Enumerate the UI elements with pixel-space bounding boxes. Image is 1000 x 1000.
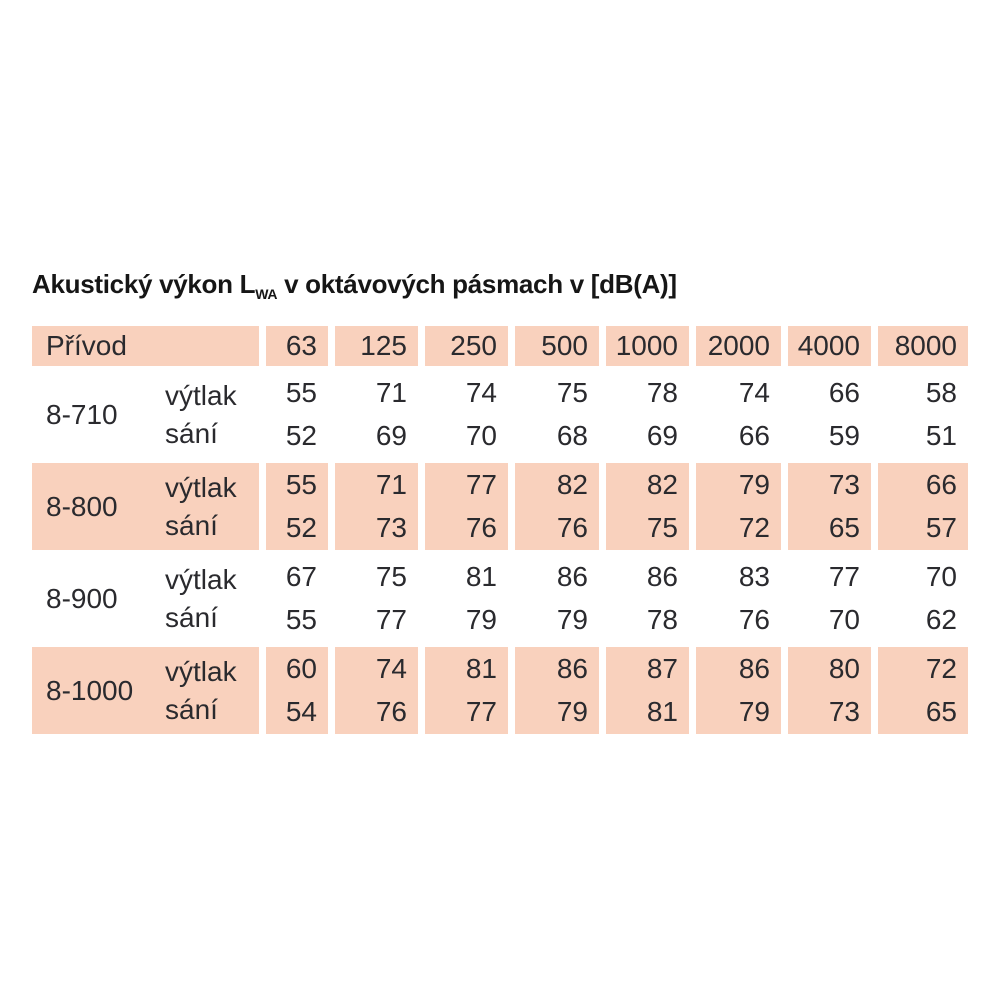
vytlak-value: 66 (925, 468, 957, 500)
group-label-cell (32, 463, 259, 550)
sani-value: 76 (556, 512, 588, 544)
value-cell (606, 647, 689, 734)
value-cell (515, 555, 599, 642)
vytlak-value: 83 (738, 560, 770, 592)
vytlak-value: 77 (828, 560, 860, 592)
sani-value: 76 (738, 604, 770, 636)
model-label: 8-800 (46, 490, 118, 522)
sani-value: 52 (285, 420, 317, 452)
sani-value: 81 (646, 696, 678, 728)
group-label-cell (32, 371, 259, 458)
vytlak-value: 81 (465, 560, 497, 592)
header-cell-frequency: 250 (425, 326, 508, 366)
sani-value: 51 (925, 420, 957, 452)
model-label: 8-900 (46, 582, 118, 614)
value-cell (266, 555, 328, 642)
vytlak-value: 86 (556, 652, 588, 684)
vytlak-value: 81 (465, 652, 497, 684)
value-cell (606, 463, 689, 550)
value-cell (425, 647, 508, 734)
row-label-vytlak: výtlak (165, 471, 237, 503)
sani-value: 79 (556, 696, 588, 728)
page-title (32, 269, 968, 309)
value-cell (696, 555, 781, 642)
vytlak-value: 86 (646, 560, 678, 592)
datasheet-page (32, 269, 968, 739)
sani-value: 77 (375, 604, 407, 636)
header-cell-frequency: 1000 (606, 326, 689, 366)
value-cell (606, 555, 689, 642)
vytlak-value: 72 (925, 652, 957, 684)
table-group-row (32, 463, 968, 550)
vytlak-value: 70 (925, 560, 957, 592)
group-label-cell (32, 555, 259, 642)
value-cell (266, 371, 328, 458)
title-subscript: WA (255, 286, 278, 303)
row-sublabels (165, 469, 259, 545)
value-cell (878, 371, 968, 458)
row-label-sani: sání (165, 417, 218, 449)
group-label-cell (32, 647, 259, 734)
value-cell (515, 371, 599, 458)
vytlak-value: 78 (646, 376, 678, 408)
sani-value: 78 (646, 604, 678, 636)
table-header-row (32, 326, 968, 366)
value-cell (878, 555, 968, 642)
sani-value: 79 (556, 604, 588, 636)
value-cell (696, 371, 781, 458)
sani-value: 65 (925, 696, 957, 728)
row-label-vytlak: výtlak (165, 379, 237, 411)
value-cell (696, 463, 781, 550)
value-cell (425, 555, 508, 642)
vytlak-value: 74 (375, 652, 407, 684)
vytlak-value: 82 (556, 468, 588, 500)
vytlak-value: 75 (556, 376, 588, 408)
vytlak-value: 80 (828, 652, 860, 684)
header-cell-frequency: 2000 (696, 326, 781, 366)
sani-value: 57 (925, 512, 957, 544)
acoustic-power-table (32, 326, 968, 734)
header-cell-frequency: 4000 (788, 326, 871, 366)
vytlak-value: 71 (375, 468, 407, 500)
sani-value: 79 (465, 604, 497, 636)
value-cell (788, 463, 871, 550)
vytlak-value: 55 (285, 376, 317, 408)
vytlak-value: 75 (375, 560, 407, 592)
table-group-row (32, 371, 968, 458)
model-label: 8-1000 (46, 674, 134, 706)
vytlak-value: 73 (828, 468, 860, 500)
header-cell-frequency: 63 (266, 326, 328, 366)
sani-value: 59 (828, 420, 860, 452)
sani-value: 79 (738, 696, 770, 728)
sani-value: 70 (465, 420, 497, 452)
vytlak-value: 66 (828, 376, 860, 408)
sani-value: 69 (646, 420, 678, 452)
header-cell-privod: Přívod (32, 326, 259, 366)
sani-value: 70 (828, 604, 860, 636)
row-sublabels (165, 561, 259, 637)
vytlak-value: 86 (556, 560, 588, 592)
vytlak-value: 77 (465, 468, 497, 500)
table-group-row (32, 555, 968, 642)
row-sublabels (165, 377, 259, 453)
value-cell (425, 463, 508, 550)
row-label-vytlak: výtlak (165, 563, 237, 595)
sani-value: 54 (285, 696, 317, 728)
value-cell (266, 647, 328, 734)
title-suffix: v oktávových pásmach v [dB(A)] (277, 269, 677, 299)
sani-value: 65 (828, 512, 860, 544)
vytlak-value: 79 (738, 468, 770, 500)
value-cell (878, 647, 968, 734)
value-cell (335, 371, 418, 458)
vytlak-value: 74 (738, 376, 770, 408)
value-cell (788, 647, 871, 734)
vytlak-value: 58 (925, 376, 957, 408)
sani-value: 62 (925, 604, 957, 636)
value-cell (696, 647, 781, 734)
sani-value: 73 (375, 512, 407, 544)
value-cell (606, 371, 689, 458)
vytlak-value: 67 (285, 560, 317, 592)
value-cell (515, 647, 599, 734)
vytlak-value: 86 (738, 652, 770, 684)
row-label-sani: sání (165, 693, 218, 725)
value-cell (788, 555, 871, 642)
sani-value: 52 (285, 512, 317, 544)
sani-value: 75 (646, 512, 678, 544)
value-cell (266, 463, 328, 550)
value-cell (335, 463, 418, 550)
model-label: 8-710 (46, 398, 118, 430)
vytlak-value: 82 (646, 468, 678, 500)
value-cell (425, 371, 508, 458)
header-cell-frequency: 8000 (878, 326, 968, 366)
sani-value: 76 (375, 696, 407, 728)
vytlak-value: 60 (285, 652, 317, 684)
row-label-sani: sání (165, 509, 218, 541)
value-cell (515, 463, 599, 550)
vytlak-value: 55 (285, 468, 317, 500)
sani-value: 76 (465, 512, 497, 544)
title-prefix: Akustický výkon L (32, 269, 256, 299)
sani-value: 69 (375, 420, 407, 452)
table-group-row (32, 647, 968, 734)
value-cell (878, 463, 968, 550)
header-cell-frequency: 125 (335, 326, 418, 366)
value-cell (788, 371, 871, 458)
header-cell-frequency: 500 (515, 326, 599, 366)
sani-value: 77 (465, 696, 497, 728)
vytlak-value: 87 (646, 652, 678, 684)
value-cell (335, 555, 418, 642)
row-sublabels (165, 653, 259, 729)
vytlak-value: 71 (375, 376, 407, 408)
sani-value: 72 (738, 512, 770, 544)
row-label-sani: sání (165, 601, 218, 633)
sani-value: 55 (285, 604, 317, 636)
sani-value: 68 (556, 420, 588, 452)
sani-value: 73 (828, 696, 860, 728)
value-cell (335, 647, 418, 734)
vytlak-value: 74 (465, 376, 497, 408)
row-label-vytlak: výtlak (165, 655, 237, 687)
sani-value: 66 (738, 420, 770, 452)
